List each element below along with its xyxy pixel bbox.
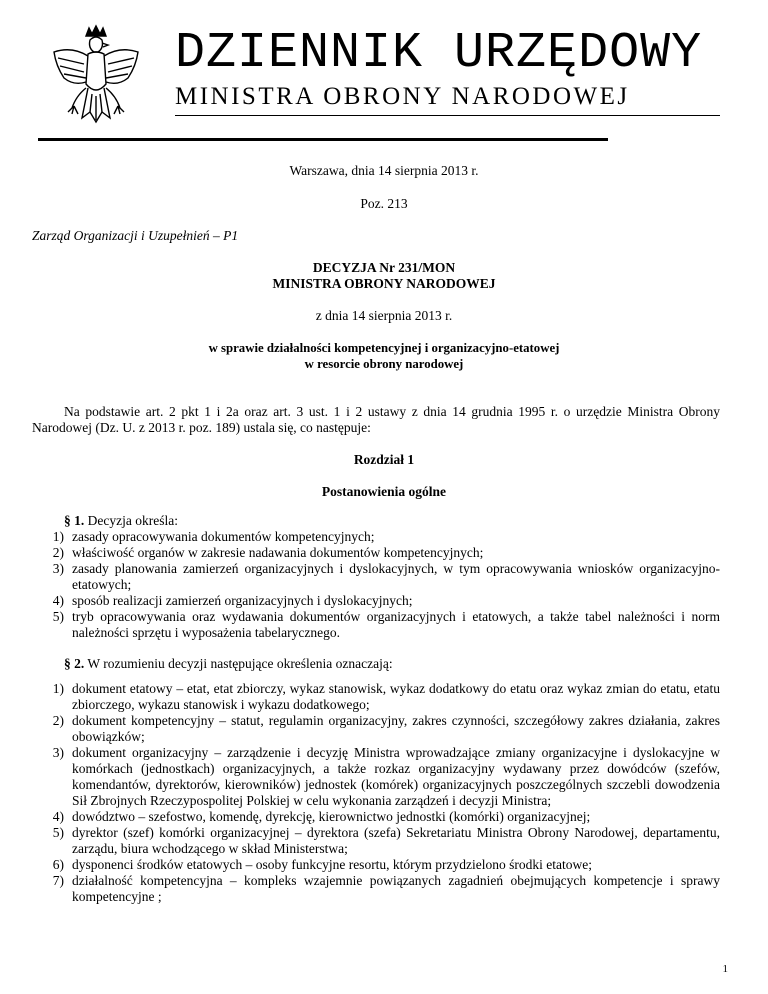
list-item-number: 7): [52, 873, 64, 888]
list-item: [32, 561, 720, 593]
list-item-number: 1): [52, 681, 64, 696]
section-1-heading: [64, 513, 178, 529]
journal-title: DZIENNIK URZĘDOWY: [175, 25, 703, 82]
list-item-text: działalność kompetencyjna – kompleks wzajemnie powiązanych zagadnień obejmujących kompetencje i sprawy kompetencyjne ;: [72, 873, 720, 904]
decision-title: DECYZJA Nr 231/MON: [312, 260, 456, 275]
list-item-number: 3): [52, 561, 64, 576]
polish-eagle-emblem-icon: [46, 22, 146, 140]
list-item: [32, 545, 720, 561]
page-number: 1: [722, 963, 728, 975]
section-2-heading: [64, 656, 393, 672]
list-item-text: tryb opracowywania oraz wydawania dokumentów organizacyjnych i etatowych, a także tabel należności i norm należności sprzętu i wyposażenia tabelarycznego.: [72, 609, 720, 640]
masthead-thick-rule: [38, 138, 608, 141]
section-1-intro: Decyzja określa:: [87, 513, 178, 528]
list-item-number: 5): [52, 825, 64, 840]
section-1-list: [32, 529, 720, 641]
list-item-text: zasady opracowywania dokumentów kompetencyjnych;: [72, 529, 375, 544]
list-item: [32, 529, 720, 545]
decision-date: z dnia 14 sierpnia 2013 r.: [315, 308, 453, 323]
list-item: [32, 745, 720, 809]
list-item-text: dysponenci środków etatowych – osoby funkcyjne resortu, którym przydzielono środki etatowe;: [72, 857, 593, 872]
list-item-text: dowództwo – szefostwo, komendę, dyrekcję, kierownictwo jednostki (komórki) organizacyjnej;: [72, 809, 591, 824]
masthead-thin-rule: [175, 115, 720, 116]
list-item: [32, 825, 720, 857]
section-2-mark: § 2.: [64, 656, 85, 671]
list-item: [32, 681, 720, 713]
list-item-number: 2): [52, 713, 64, 728]
list-item: [32, 857, 720, 873]
chapter-label: Rozdział 1: [353, 452, 415, 467]
list-item: [32, 593, 720, 609]
date-line: Warszawa, dnia 14 sierpnia 2013 r.: [289, 163, 479, 178]
list-item-number: 1): [52, 529, 64, 544]
list-item-text: dyrektor (szef) komórki organizacyjnej – dyrektora (szefa) Sekretariatu Ministra Obrony Narodowej, departamentu, zarządu, biura wchodzącego w skład Ministerstwa;: [72, 825, 720, 856]
list-item: [32, 873, 720, 905]
list-item-text: dokument etatowy – etat, etat zbiorczy, wykaz stanowisk, wykaz dodatkowy do etatu oraz wykaz zmian do etatu, etatu zbiorczego, wykazu stanowisk i wykazu dodatkowego;: [72, 681, 720, 712]
list-item: [32, 809, 720, 825]
section-1-mark: § 1.: [64, 513, 85, 528]
decision-subject-line2: w resorcie obrony narodowej: [304, 357, 464, 371]
list-item-number: 3): [52, 745, 64, 760]
list-item-text: dokument kompetencyjny – statut, regulamin organizacyjny, zakres czynności, szczegółowy zakres działania, zakres obowiązków;: [72, 713, 720, 744]
section-2-list: [32, 681, 720, 905]
list-item: [32, 713, 720, 745]
preamble: Na podstawie art. 2 pkt 1 i 2a oraz art. 3 ust. 1 i 2 ustawy z dnia 14 grudnia 1995 r. o urzędzie Ministra Obrony Narodowej (Dz. U. z 2013 r. poz. 189) ustala się, co następuje:: [32, 404, 720, 435]
list-item-text: sposób realizacji zamierzeń organizacyjnych i dyslokacyjnych;: [72, 593, 413, 608]
list-item-text: zasady planowania zamierzeń organizacyjnych i dyslokacyjnych, w tym opracowywania wniosków organizacyjno-etatowych;: [72, 561, 720, 592]
issuing-unit: Zarząd Organizacji i Uzupełnień – P1: [32, 228, 239, 243]
journal-subtitle: MINISTRA OBRONY NARODOWEJ: [175, 83, 630, 110]
position-number: Poz. 213: [360, 196, 408, 211]
decision-subject-line1: w sprawie działalności kompetencyjnej i organizacyjno-etatowej: [208, 341, 560, 355]
list-item-number: 4): [52, 593, 64, 608]
list-item-number: 6): [52, 857, 64, 872]
section-2-intro: W rozumieniu decyzji następujące określenia oznaczają:: [87, 656, 393, 671]
list-item-number: 4): [52, 809, 64, 824]
list-item-text: dokument organizacyjny – zarządzenie i decyzję Ministra wprowadzające zmiany organizacyjne i dyslokacyjne w komórkach (jednostkach) organizacyjnych, a także rozkaz organizacyjny wydawany przez dowódców (szefów, komendantów, dyrektorów, kierowników) jednostek (komórek) organizacyjnych poszczególnych szczebli dowodzenia Sił Zbrojnych Rzeczypospolitej Polskiej w celu wykonania zarządzeń i decyzji Ministra;: [72, 745, 720, 808]
decision-authority: MINISTRA OBRONY NARODOWEJ: [272, 276, 496, 291]
list-item-number: 5): [52, 609, 64, 624]
list-item: [32, 609, 720, 641]
list-item-text: właściwość organów w zakresie nadawania dokumentów kompetencyjnych;: [72, 545, 484, 560]
chapter-title: Postanowienia ogólne: [321, 484, 447, 499]
list-item-number: 2): [52, 545, 64, 560]
